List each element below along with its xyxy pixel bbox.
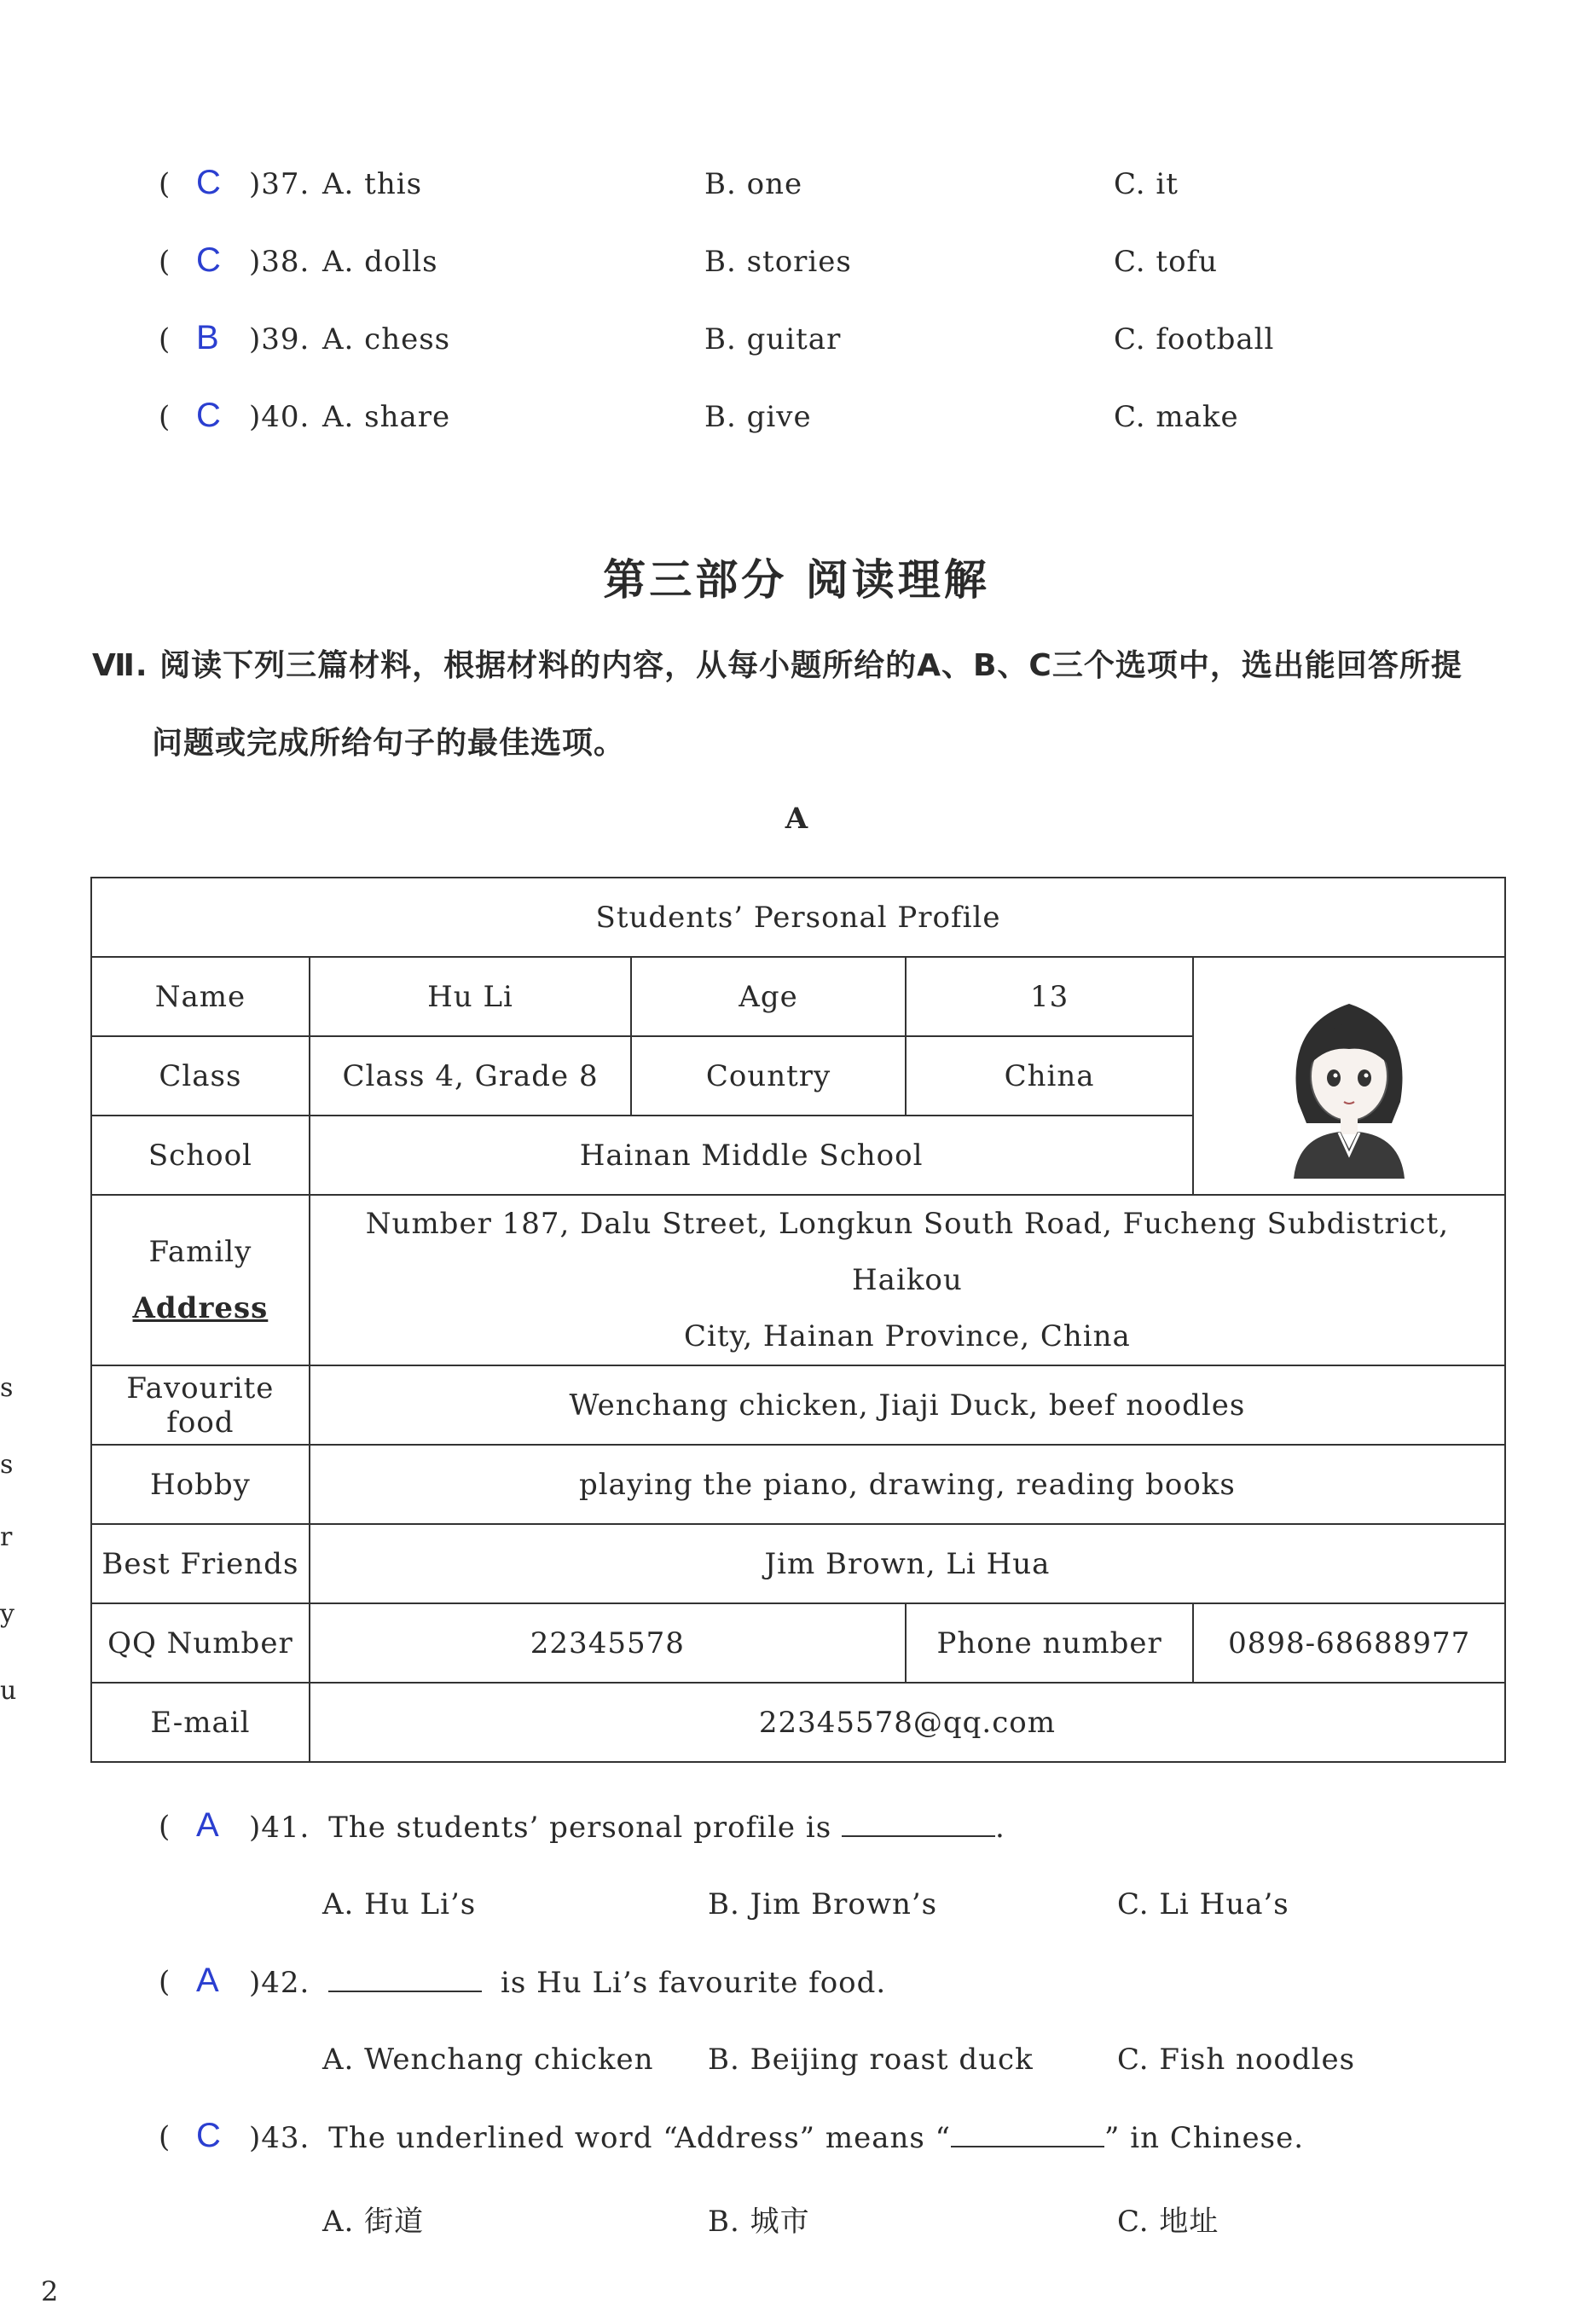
profile-table <box>90 877 1506 1763</box>
question-number: )40. <box>249 400 310 434</box>
family-label: Family <box>148 1235 252 1269</box>
student-portrait-image <box>1272 974 1426 1179</box>
margin-mark: y <box>0 1599 14 1629</box>
email-value: 22345578@qq.com <box>310 1683 1505 1762</box>
question-number: )42. <box>249 1966 310 2000</box>
margin-mark: s <box>0 1450 14 1480</box>
option-c: C. football <box>1114 322 1275 356</box>
option-a: A. chess <box>322 322 451 356</box>
option-b: B. give <box>704 400 812 434</box>
section-title: 第三部分 阅读理解 <box>603 554 990 605</box>
class-value: Class 4, Grade 8 <box>310 1036 631 1116</box>
qq-value: 22345578 <box>310 1603 906 1683</box>
passage-label: A <box>785 802 808 836</box>
class-label: Class <box>91 1036 310 1116</box>
photo-cell <box>1193 957 1505 1195</box>
option-a: A. 街道 <box>322 2205 425 2239</box>
option-b: B. stories <box>704 245 852 279</box>
qq-label: QQ Number <box>91 1603 310 1683</box>
option-a: A. Wenchang chicken <box>322 2043 654 2077</box>
phone-value: 0898-68688977 <box>1193 1603 1505 1683</box>
question-stem: is Hu Li’s favourite food. <box>500 1966 887 2000</box>
option-b: B. one <box>704 167 803 201</box>
age-label: Age <box>631 957 906 1036</box>
option-a: A. share <box>322 400 451 434</box>
family-address-label <box>91 1195 310 1365</box>
country-value: China <box>906 1036 1194 1116</box>
page-number: 2 <box>41 2275 59 2308</box>
answer-37: C <box>196 164 221 201</box>
option-b: B. Beijing roast duck <box>708 2043 1034 2077</box>
country-label: Country <box>631 1036 906 1116</box>
address-line-2: City, Hainan Province, China <box>683 1319 1131 1353</box>
answer-blank <box>951 2120 1104 2147</box>
answer-43: C <box>196 2117 221 2154</box>
address-value <box>310 1195 1505 1365</box>
question-stem: The underlined word “Address” means “ <box>328 2121 952 2155</box>
answer-42: A <box>196 1962 219 1999</box>
question-number: )37. <box>249 167 310 201</box>
option-c: C. Li Hua’s <box>1117 1887 1289 1921</box>
question-number: )43. <box>249 2121 310 2155</box>
answer-41: A <box>196 1806 219 1844</box>
question-stem: The students’ personal profile is <box>328 1811 832 1845</box>
email-label: E-mail <box>91 1683 310 1762</box>
school-label: School <box>91 1116 310 1195</box>
hobby-label: Hobby <box>91 1445 310 1524</box>
friends-label: Best Friends <box>91 1524 310 1603</box>
address-line-1: Number 187, Dalu Street, Longkun South Road, Fucheng Subdistrict, Haikou <box>365 1207 1450 1297</box>
option-c: C. tofu <box>1114 245 1219 279</box>
profile-title: Students’ Personal Profile <box>91 878 1505 957</box>
margin-mark: r <box>0 1522 13 1552</box>
option-a: A. Hu Li’s <box>322 1887 477 1921</box>
option-c: C. make <box>1114 400 1239 434</box>
phone-label: Phone number <box>906 1603 1194 1683</box>
age-value: 13 <box>906 957 1194 1036</box>
name-label: Name <box>91 957 310 1036</box>
name-value: Hu Li <box>310 957 631 1036</box>
option-b: B. guitar <box>704 322 842 356</box>
option-b: B. Jim Brown’s <box>708 1887 938 1921</box>
food-value: Wenchang chicken, Jiaji Duck, beef noodles <box>310 1365 1505 1445</box>
option-b: B. 城市 <box>708 2205 810 2239</box>
instruction-line-1: Ⅶ. 阅读下列三篇材料，根据材料的内容，从每小题所给的A、B、C三个选项中，选出能回答所提 <box>92 648 1463 683</box>
option-a: A. this <box>322 167 423 201</box>
friends-value: Jim Brown, Li Hua <box>310 1524 1505 1603</box>
question-number: )39. <box>249 322 310 356</box>
answer-40: C <box>196 397 221 434</box>
answer-38: C <box>196 241 221 279</box>
answer-blank <box>842 1810 995 1837</box>
address-label: Address <box>132 1291 269 1325</box>
answer-blank <box>328 1965 482 1992</box>
school-value: Hainan Middle School <box>310 1116 1194 1195</box>
option-c: C. it <box>1114 167 1179 201</box>
margin-mark: u <box>0 1676 17 1706</box>
hobby-value: playing the piano, drawing, reading books <box>310 1445 1505 1524</box>
instruction-line-2: 问题或完成所给句子的最佳选项。 <box>152 726 626 761</box>
question-number: )41. <box>249 1811 310 1845</box>
question-number: )38. <box>249 245 310 279</box>
margin-mark: s <box>0 1373 14 1403</box>
option-a: A. dolls <box>322 245 438 279</box>
option-c: C. 地址 <box>1117 2205 1219 2239</box>
option-c: C. Fish noodles <box>1117 2043 1356 2077</box>
food-label: Favourite food <box>91 1365 310 1445</box>
answer-39: B <box>196 319 219 356</box>
